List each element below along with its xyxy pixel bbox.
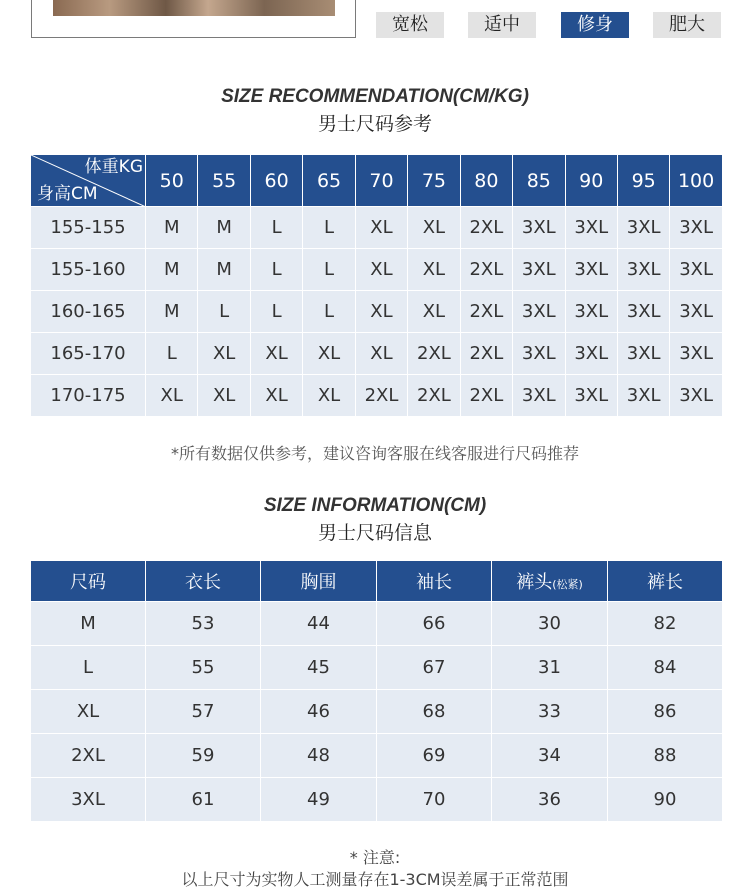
size-cell: 2XL [408, 333, 460, 375]
size-cell: M [146, 291, 198, 333]
weight-header: 100 [670, 155, 722, 207]
size-cell: 3XL [617, 207, 669, 249]
fit-tab-oversized[interactable]: 肥大 [653, 12, 721, 38]
size-cell: 3XL [565, 207, 617, 249]
size-cell: XL [408, 249, 460, 291]
table-cell: 31 [492, 646, 608, 690]
weight-header: 80 [460, 155, 512, 207]
size-cell: 3XL [513, 207, 565, 249]
size-cell: 2XL [460, 333, 512, 375]
size-cell: XL [355, 249, 407, 291]
size-cell: M [146, 249, 198, 291]
table-cell: 66 [377, 602, 492, 646]
weight-header: 65 [303, 155, 355, 207]
size-information-table [30, 560, 723, 822]
product-photo-frame [31, 0, 356, 38]
size-cell: XL [355, 207, 407, 249]
product-photo [53, 0, 335, 16]
size-cell: 3XL [565, 333, 617, 375]
size-cell: XL [146, 375, 198, 417]
size-cell: 3XL [565, 249, 617, 291]
size-cell: M [146, 207, 198, 249]
size-cell: 2XL [408, 375, 460, 417]
size-cell: XL [408, 291, 460, 333]
size-cell: M [198, 249, 250, 291]
footer-note-title: * 注意: [349, 848, 401, 867]
size-cell: 3XL [513, 291, 565, 333]
height-cell: 155-155 [31, 207, 146, 249]
table-cell: 33 [492, 690, 608, 734]
corner-header-cell [31, 155, 146, 207]
recommendation-disclaimer: *所有数据仅供参考，建议咨询客服在线客服进行尺码推荐 [170, 444, 579, 463]
table-cell: 48 [261, 734, 377, 778]
size-cell: XL [250, 333, 302, 375]
size-cell: 3XL [513, 333, 565, 375]
size-cell: L [250, 249, 302, 291]
table-row [31, 375, 723, 417]
table-row [31, 734, 723, 778]
size-cell: 3XL [670, 249, 722, 291]
height-cell: 155-160 [31, 249, 146, 291]
column-header: 胸围 [261, 561, 377, 602]
column-header: 衣长 [146, 561, 261, 602]
size-cell: XL [198, 375, 250, 417]
size-cell: M [198, 207, 250, 249]
table-cell: 36 [492, 778, 608, 822]
size-cell: 3XL [617, 249, 669, 291]
table-row [31, 602, 723, 646]
table-cell: 2XL [31, 734, 146, 778]
size-cell: 3XL [565, 375, 617, 417]
size-cell: L [303, 207, 355, 249]
table-cell: 69 [377, 734, 492, 778]
size-cell: 3XL [617, 375, 669, 417]
table-cell: 46 [261, 690, 377, 734]
table-row [31, 690, 723, 734]
table-row [31, 778, 723, 822]
table-cell: M [31, 602, 146, 646]
size-cell: L [303, 291, 355, 333]
table-cell: 68 [377, 690, 492, 734]
column-header [492, 561, 608, 602]
table-cell: 3XL [31, 778, 146, 822]
weight-axis-label: 体重KG [84, 157, 143, 177]
size-cell: 3XL [513, 375, 565, 417]
table-row [31, 249, 723, 291]
footer-note-text: 以上尺寸为实物人工测量存在1-3CM误差属于正常范围 [181, 870, 569, 889]
size-cell: 3XL [617, 333, 669, 375]
size-cell: 3XL [670, 291, 722, 333]
weight-header: 85 [513, 155, 565, 207]
table-cell: 88 [608, 734, 723, 778]
height-cell: 165-170 [31, 333, 146, 375]
size-cell: XL [250, 375, 302, 417]
table-row [31, 333, 723, 375]
weight-header: 50 [146, 155, 198, 207]
information-title-cn: 男士尺码信息 [317, 522, 432, 544]
table-cell: 57 [146, 690, 261, 734]
size-cell: 2XL [460, 249, 512, 291]
table-cell: XL [31, 690, 146, 734]
table-cell: 90 [608, 778, 723, 822]
table-cell: 55 [146, 646, 261, 690]
size-cell: L [146, 333, 198, 375]
table-cell: 84 [608, 646, 723, 690]
size-cell: 2XL [460, 207, 512, 249]
table-row [31, 207, 723, 249]
size-cell: 3XL [617, 291, 669, 333]
size-cell: 2XL [460, 291, 512, 333]
size-recommendation-table [30, 154, 723, 417]
height-cell: 160-165 [31, 291, 146, 333]
recommendation-title-cn: 男士尺码参考 [317, 113, 432, 135]
table-cell: 61 [146, 778, 261, 822]
size-cell: 3XL [670, 375, 722, 417]
size-cell: L [250, 291, 302, 333]
table-cell: 53 [146, 602, 261, 646]
size-cell: L [303, 249, 355, 291]
size-cell: 3XL [670, 333, 722, 375]
fit-tab-regular[interactable]: 适中 [468, 12, 536, 38]
column-header: 袖长 [377, 561, 492, 602]
weight-header: 55 [198, 155, 250, 207]
table-cell: 86 [608, 690, 723, 734]
column-header: 尺码 [31, 561, 146, 602]
column-header-label: 裤头 [516, 572, 553, 593]
weight-header: 75 [408, 155, 460, 207]
table-cell: 67 [377, 646, 492, 690]
size-cell: XL [355, 333, 407, 375]
table-cell: 34 [492, 734, 608, 778]
information-title-en: SIZE INFORMATION(CM) [263, 495, 487, 516]
size-cell: L [198, 291, 250, 333]
height-cell: 170-175 [31, 375, 146, 417]
size-cell: XL [355, 291, 407, 333]
size-cell: XL [303, 375, 355, 417]
size-cell: XL [303, 333, 355, 375]
weight-header: 60 [250, 155, 302, 207]
recommendation-title-en: SIZE RECOMMENDATION(CM/KG) [221, 86, 529, 107]
fit-tab-slim[interactable]: 修身 [561, 12, 629, 38]
size-cell: L [250, 207, 302, 249]
size-cell: 3XL [513, 249, 565, 291]
table-cell: 59 [146, 734, 261, 778]
table-row [31, 646, 723, 690]
table-cell: 70 [377, 778, 492, 822]
height-axis-label: 身高CM [37, 184, 98, 204]
weight-header: 70 [355, 155, 407, 207]
weight-header: 90 [565, 155, 617, 207]
table-cell: 44 [261, 602, 377, 646]
weight-header: 95 [617, 155, 669, 207]
size-cell: XL [408, 207, 460, 249]
column-header-note: (松紧) [552, 578, 583, 591]
size-cell: 2XL [355, 375, 407, 417]
table-cell: L [31, 646, 146, 690]
table-row [31, 291, 723, 333]
table-cell: 82 [608, 602, 723, 646]
size-cell: 3XL [670, 207, 722, 249]
column-header: 裤长 [608, 561, 723, 602]
fit-tab-loose[interactable]: 宽松 [376, 12, 444, 38]
table-cell: 49 [261, 778, 377, 822]
size-cell: 2XL [460, 375, 512, 417]
size-cell: 3XL [565, 291, 617, 333]
table-cell: 30 [492, 602, 608, 646]
table-cell: 45 [261, 646, 377, 690]
size-cell: XL [198, 333, 250, 375]
